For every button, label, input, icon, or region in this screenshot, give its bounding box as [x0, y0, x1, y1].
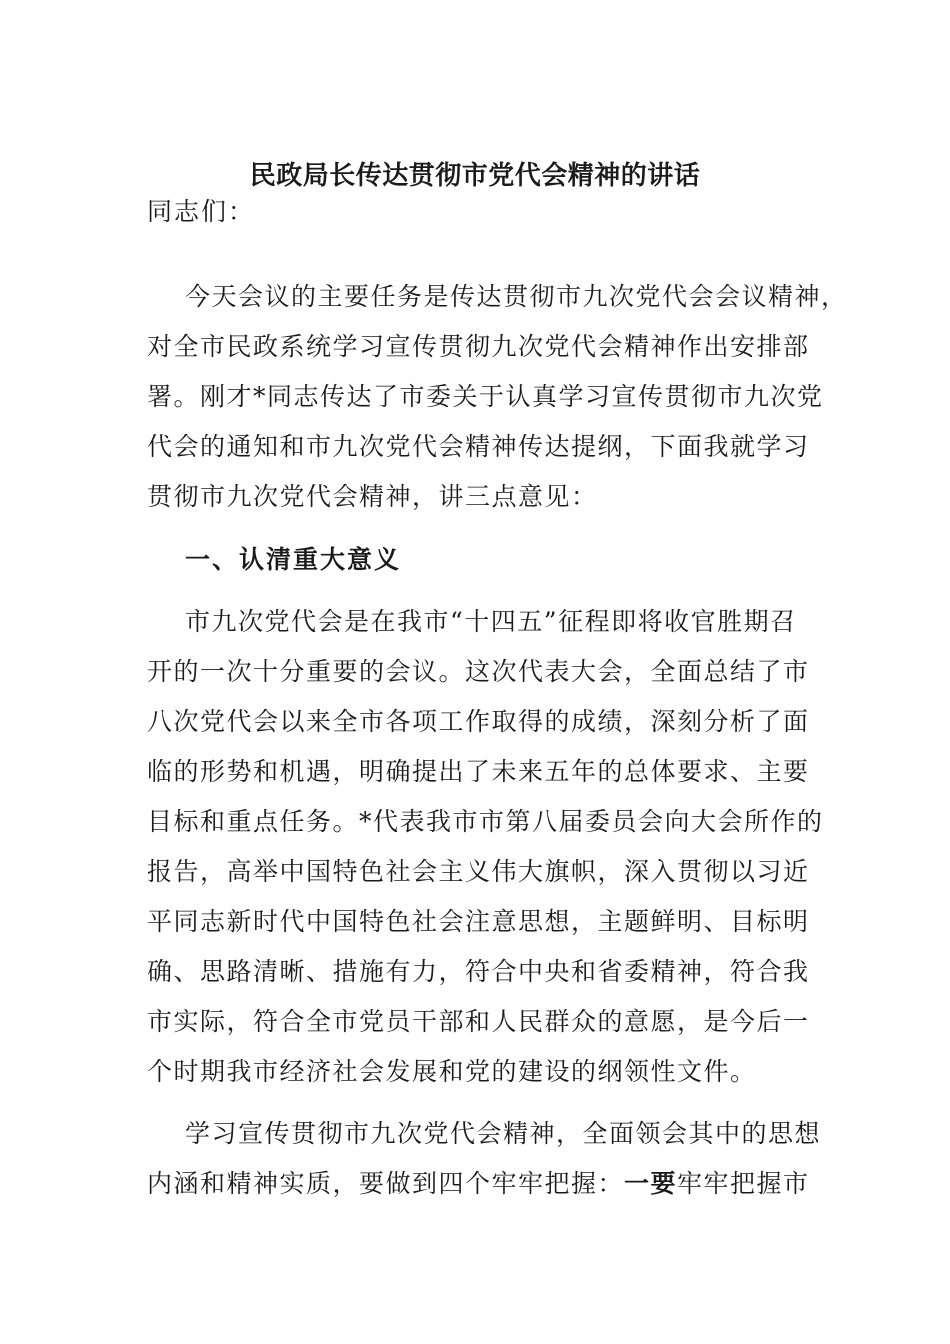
paragraph-line: 市九次党代会是在我市“十四五”征程即将收官胜期召 [185, 607, 797, 636]
paragraph-significance [147, 597, 824, 1097]
paragraph-line: 今天会议的主要任务是传达贯彻市九次党代会会议精神， [185, 282, 848, 311]
paragraph-line [147, 1159, 810, 1209]
paragraph-line: 平同志新时代中国特色社会注意思想，主题鲜明、目标明 [147, 907, 810, 936]
emphasis-text: 一要 [624, 1169, 678, 1198]
paragraph-line: 八次党代会以来全市各项工作取得的成绩，深刻分析了面 [147, 707, 810, 736]
paragraph-text: 内涵和精神实质，要做到四个牢牢把握： [147, 1169, 625, 1198]
paragraph-line: 代会的通知和市九次党代会精神传达提纲，下面我就学习 [147, 432, 810, 461]
salutation: 同志们： [147, 197, 256, 226]
paragraph-line: 确、思路清晰、措施有力，符合中央和省委精神，符合我 [147, 957, 810, 986]
paragraph-line: 开的一次十分重要的会议。这次代表大会，全面总结了市 [147, 657, 810, 686]
paragraph-line: 市实际，符合全市党员干部和人民群众的意愿，是今后一 [147, 1007, 810, 1036]
paragraph-line: 目标和重点任务。*代表我市市第八届委员会向大会所作的 [147, 807, 824, 836]
section-heading: 一、认清重大意义 [185, 545, 402, 574]
paragraph-line: 贯彻市九次党代会精神，讲三点意见： [147, 482, 598, 511]
paragraph-text: 牢牢把握市 [677, 1169, 810, 1198]
paragraph-intro [147, 272, 848, 522]
paragraph-line: 署。刚才*同志传达了市委关于认真学习宣传贯彻市九次党 [147, 382, 824, 411]
paragraph-line: 学习宣传贯彻市九次党代会精神，全面领会其中的思想 [185, 1119, 822, 1148]
paragraph-line: 个时期我市经济社会发展和党的建设的纲领性文件。 [147, 1057, 757, 1086]
paragraph-line: 对全市民政系统学习宣传贯彻九次党代会精神作出安排部 [147, 332, 810, 361]
document-title: 民政局长传达贯彻市党代会精神的讲话 [249, 161, 701, 191]
paragraph-line: 临的形势和机遇，明确提出了未来五年的总体要求、主要 [147, 757, 810, 786]
paragraph-four-grasps [147, 1109, 822, 1209]
paragraph-line: 报告，高举中国特色社会主义伟大旗帜，深入贯彻以习近 [147, 857, 810, 886]
